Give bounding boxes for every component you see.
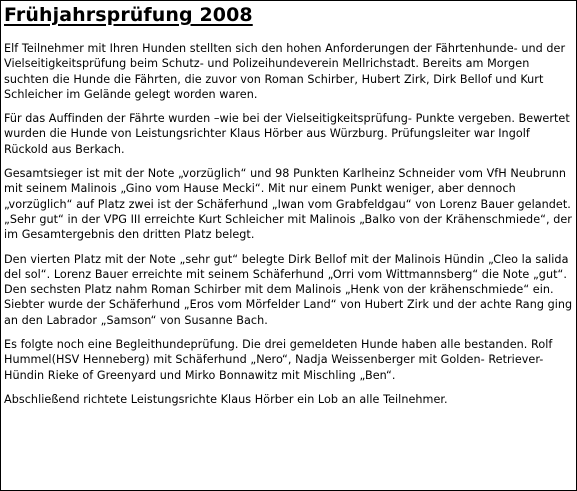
article-paragraph-2: Für das Auffinden der Fährte wurden –wie bei der Vielseitigkeitsprüfung- Punkte vergeben. Bewertet wurden die Hunde von Leistungsrichter Klaus Hörber aus Würzburg. Prüfungsleiter war Ingolf Rückold aus Berkach. xyxy=(4,112,570,156)
article-title: Frühjahrsprüfung 2008 xyxy=(4,4,253,26)
article-paragraph-1: Elf Teilnehmer mit Ihren Hunden stellten sich den hohen Anforderungen der Fährtenhunde- und der Vielseitigkeitsprüfung beim Schutz- und Polizeihundeverein Mellrichstadt. Bereits am Morgen suchten die Hunde die Fährten, die zuvor von Roman Schirber, Hubert Zirk, Dirk Bellof und Kurt Schleicher im Gelände gelegt worden waren. xyxy=(4,42,566,101)
article-paragraph-5: Es folgte noch eine Begleithundeprüfung. Die drei gemeldeten Hunde haben alle bestanden. Rolf Hummel(HSV Henneberg) mit Schäferhund „Nero“, Nadja Weissenberger mit Golden- Retriever- Hündin Rieke of Greenyard und Mirko Bonnawitz mit Mischling „Ben“. xyxy=(4,338,553,382)
article-paragraph-4: Den vierten Platz mit der Note „sehr gut“ belegte Dirk Bellof mit der Malinois Hündin „Cleo la salida del sol“. Lorenz Bauer erreichte mit seinem Schäferhund „Orri vom Wittmannsberg“ die Note „gut“. Den sechsten Platz nahm Roman Schirber mit dem Malinois „Henk von der krähenschmiede“ ein. Siebter wurde der Schäferhund „Eros vom Mörfelder Land“ von Hubert Zirk und der achte Rang ging an den Labrador „Samson“ von Susanne Bach. xyxy=(4,252,573,327)
article-paragraph-6: Abschließend richtete Leistungsrichte Klaus Hörber ein Lob an alle Teilnehmer. xyxy=(4,392,448,406)
article-paragraph-3: Gesamtsieger ist mit der Note „vorzüglich“ und 98 Punkten Karlheinz Schneider vom VfH Neubrunn mit seinem Malinois „Gino vom Hause Mecki“. Mit nur einem Punkt weniger, aber dennoch „vorzüglich“ auf Platz zwei ist der Schäferhund „Iwan vom Grabfeldgau“ von Lorenz Bauer gelandet. „Sehr gut“ in der VPG III erreichte Kurt Schleicher mit Malinois „Balko von der Krähenschmiede“, der im Gesamtergebnis den dritten Platz belegt. xyxy=(4,167,572,242)
article-body xyxy=(4,41,573,416)
